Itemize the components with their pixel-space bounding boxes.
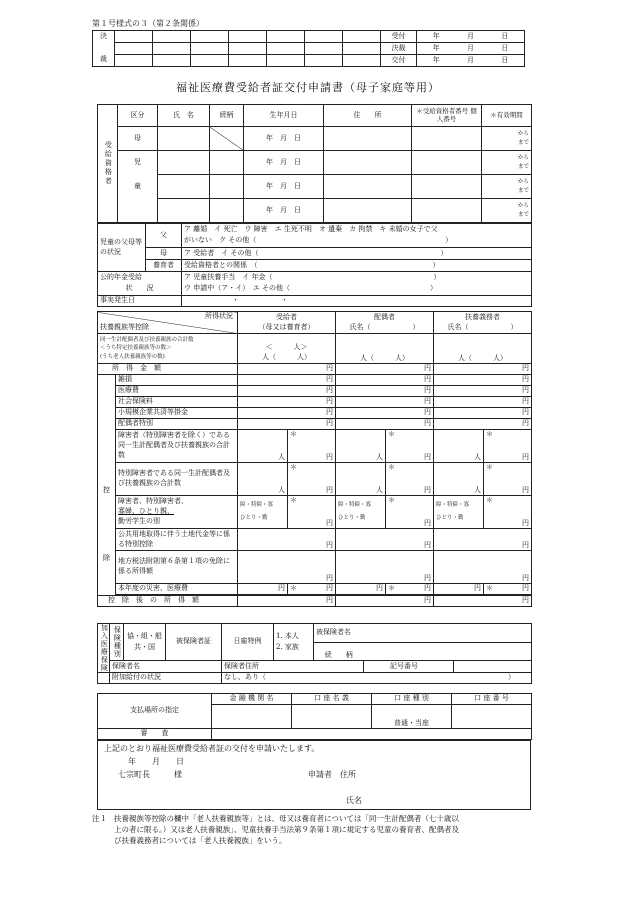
- note-number: 注１: [92, 814, 107, 823]
- insured-cert: 被保険者証: [166, 624, 222, 661]
- deduction-side: 控 除: [98, 375, 116, 596]
- col-header: 氏 名: [158, 105, 210, 127]
- insurance-side-label: 加入医療保険: [98, 624, 110, 673]
- approval-label: 交付: [381, 55, 417, 67]
- table-row: 童 年 月 日 から まで: [98, 175, 532, 199]
- income-amount-label: 所 得 金 額: [98, 364, 238, 375]
- col-header: 生年月日: [244, 105, 324, 127]
- col-header: ＊有効期間: [482, 105, 532, 127]
- bank-header: 金 融 機 関 名: [212, 694, 292, 705]
- guardian-label: 養育者: [146, 260, 182, 272]
- birth-date: 年 月 日: [244, 127, 324, 151]
- occurrence-label: 事実発生日: [98, 296, 182, 307]
- supplement-label: 附加給付の状況: [110, 673, 222, 684]
- child-label: 児: [118, 151, 158, 175]
- day-worker: 日雇特例: [222, 624, 274, 661]
- birth-date: 年 月 日: [244, 151, 324, 175]
- special-disabled-deps: 特別障害者である同一生計配偶者及び扶養親族の合計数: [116, 463, 238, 496]
- mother-label: 母: [146, 248, 182, 260]
- income-corner: 所得状況 扶養親族等控除: [98, 312, 238, 334]
- occurrence-date: ・ ・: [182, 296, 532, 307]
- mother-label: 母: [118, 127, 158, 151]
- pension-label: 公的年金受給: [98, 272, 182, 284]
- status-table: [97, 223, 532, 307]
- bank-header: 口 座 番 号: [452, 694, 532, 705]
- note-line: 扶養親族等控除の欄中「老人扶養親族等」とは、母又は養育者については「同一生計配偶者（七十歳以: [114, 814, 459, 823]
- land-deduction: 公共用地取得に伴う土地代金等に係る特別控除: [116, 529, 238, 551]
- col-header: 区分: [118, 105, 158, 127]
- insurer-name-label: 保険者名: [110, 661, 222, 673]
- guardian-options: 受給資格者との関係 （ ）: [182, 260, 532, 272]
- review-label: 審 査: [98, 729, 212, 740]
- ketsu-label: 決: [93, 31, 115, 43]
- symbol-number-label: 記号番号: [364, 661, 454, 673]
- bank-header: 口 座 名 義: [292, 694, 372, 705]
- father-label: 父: [146, 224, 182, 248]
- insured-name-label: 被保険者名: [314, 624, 364, 643]
- father-options-cont: がいない ク その他（ ）: [182, 236, 532, 248]
- approval-date: 年 月 日: [417, 55, 525, 67]
- account-type: 普通・当座: [372, 705, 452, 729]
- pension-options: ア 児童扶養手当 イ 年金（ ）: [182, 272, 532, 284]
- approval-table: [92, 30, 525, 67]
- applicant-address: 申請者 住所: [308, 770, 356, 779]
- note-line: び扶養義務者については「老人扶養親族」をいう。: [114, 835, 287, 845]
- approval-date: 年 月 日: [417, 43, 525, 55]
- page-title: 福祉医療費受給者証交付申請書（母子家庭等用）: [176, 81, 440, 94]
- deduct-item: 社会保険料: [116, 397, 238, 408]
- col-header: 住 所: [324, 105, 412, 127]
- income-table: 所得状況 扶養親族等控除 受給者 （母又は養育者） 配偶者 氏名（ ） 扶養義務者 氏名（ ） 同一生計配偶者及び扶養親族の合計数 ＜うち特定扶養親族等の数＞ (うち老人扶養親族等の数) ＜ 人＞ 人（ 人） 人（ 人） 人（ 人） 所 得 金 額 円 円 円 控 除 雑損 円 円 円 医療費 円 円 円 社会保険料 円 円 円 小規模企業共済等掛金 円 円 円 配偶者特別 円 円 円 障害者（特別障害者を除く）である同一生計配偶者及び扶養親族の合計数 人 ＊ 円 人 ＊ 円 人 ＊ 円 特別障害者である同一生計配偶者及び扶養親族の合計数 人 ＊ 円 人 ＊ 円 人 ＊ 円 障害者、特別障害者、 寡婦、ひとり親、 勤労学生の別 障・特障・寡 ひとり・勤 ＊ 円 障・特障・寡 ひとり・勤 ＊ 円 障・特障・寡 ひとり・勤 ＊ 円 公共用地取得に伴う土地代金等に係る特別控除 円 円 円 地方税法附則第６条第１項の免除に係る所得額 円 円 円 本年度の災害、医療費 円 ＊ 円 円 ＊ 円 円 ＊ 円 控 除 後 の 所 得 額 円 円 円: [97, 311, 532, 607]
- deduct-item: 雑損: [116, 375, 238, 386]
- recipients-table: [97, 104, 532, 223]
- father-options: ア 離婚 イ 死亡 ウ 障害 エ 生死不明 オ 遺棄 カ 拘禁 キ 未婚の女子で父: [182, 224, 532, 236]
- approval-date: 年 月 日: [417, 31, 525, 43]
- insurance-table: 加入医療保険 保険種別 協・組・船 共・国 被保険者証 日雇特例 1. 本人 2. 家族 被保険者名 続 柄 保険者名 保険者住所 記号番号 附加給付の状況 なし、あり（ ）: [97, 623, 532, 684]
- child-label: 童: [118, 175, 158, 199]
- note-line: 上の者に限る。）又は老人扶養親族」、児童扶養手当法第９条第１項に規定する児童の養育者、配偶者及: [114, 824, 459, 834]
- col-header: 続柄: [210, 105, 244, 127]
- birth-date: 年 月 日: [244, 175, 324, 199]
- local-tax-exemption: 地方税法附則第６条第１項の免除に係る所得額: [116, 551, 238, 584]
- recipients-side-label: 受給資格者: [98, 105, 118, 223]
- insurance-type-label: 保険種別: [110, 624, 124, 661]
- declaration-box: [97, 740, 531, 810]
- declaration-text: 上記のとおり福祉医療費受給者証の交付を申請いたします。: [104, 744, 320, 753]
- payment-place-label: 支払場所の指定: [98, 694, 212, 729]
- pension-label-cont: 状 況: [98, 284, 182, 296]
- approval-label: 決裁: [381, 43, 417, 55]
- relation-label: 続 柄: [314, 642, 364, 661]
- income-after-deduction: 控 除 後 の 所 得 額: [98, 596, 238, 607]
- application-date: 年 月 日: [128, 757, 184, 766]
- applicant-name: 氏名: [346, 796, 362, 805]
- disaster-medical: 本年度の災害、医療費: [116, 584, 238, 595]
- birth-date: 年 月 日: [244, 199, 324, 223]
- deduct-item: 小規模企業共済等掛金: [116, 408, 238, 419]
- disabled-category: 障害者、特別障害者、 寡婦、ひとり親、 勤労学生の別: [116, 496, 238, 529]
- deduct-item: 配偶者特別: [116, 419, 238, 430]
- bank-table: [97, 693, 532, 740]
- insurer-addr-label: 保険者住所: [222, 661, 364, 673]
- status-label: 児童の父母等の状況: [98, 224, 146, 272]
- form-number: 第１号様式の３（第２条関係）: [92, 19, 204, 28]
- table-row: 年 月 日 から まで: [98, 199, 532, 223]
- notes: [92, 814, 532, 847]
- supplement-value: なし、あり（: [224, 673, 266, 682]
- col-header: ＊受給資格者番号 個人番号: [412, 105, 482, 127]
- mother-options: ア 受給者 イ その他（ ）: [182, 248, 532, 260]
- pension-options-cont: ウ 申請中（ア・イ） エ その他（ ）: [182, 284, 532, 296]
- disabled-deps: 障害者（特別障害者を除く）である同一生計配偶者及び扶養親族の合計数: [116, 430, 238, 463]
- approval-label: 受付: [381, 31, 417, 43]
- mayor-addressee: 七宗町長 様: [118, 770, 182, 779]
- deduct-item: 医療費: [116, 386, 238, 397]
- bank-header: 口 座 種 別: [372, 694, 452, 705]
- table-row: 母 年 月 日 から まで: [98, 127, 532, 151]
- sai-label: 裁: [93, 55, 115, 67]
- table-row: 児 年 月 日 から まで: [98, 151, 532, 175]
